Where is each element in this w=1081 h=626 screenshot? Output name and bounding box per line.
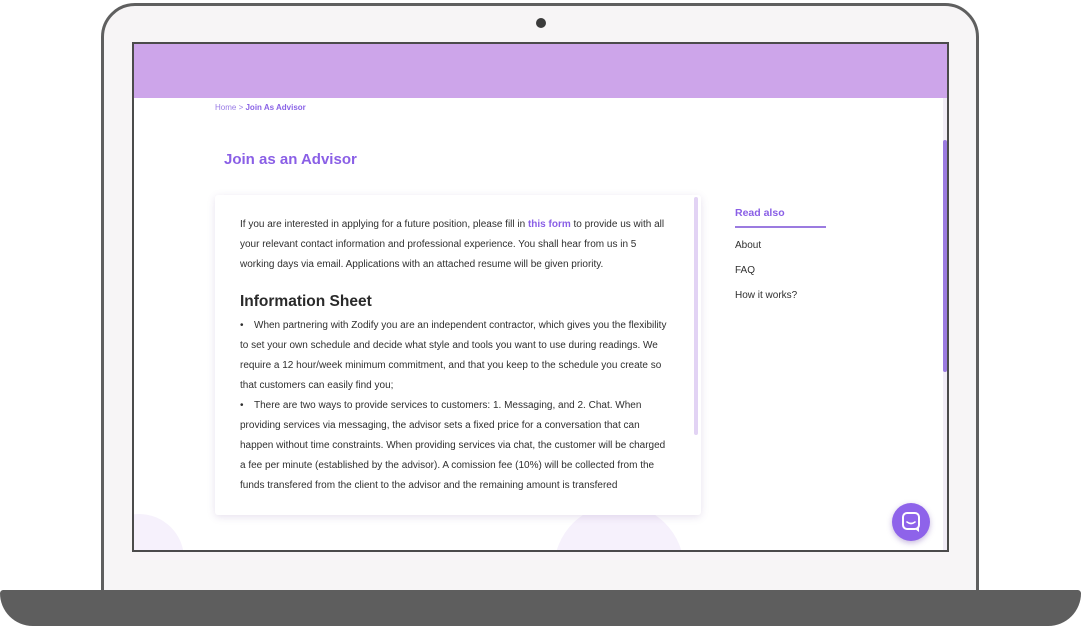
intro-text-end: to provide us with all your relevant contact information and professional experience. You shall hear from us in 5 working days via email. Applications with an attached resume will be given priority. xyxy=(240,219,665,270)
intro-text-start: If you are interested in applying for a future position, please fill in xyxy=(240,219,528,230)
page-title: Join as an Advisor xyxy=(224,151,357,168)
article-body xyxy=(240,215,672,496)
list-item xyxy=(240,396,672,496)
article-card[interactable] xyxy=(215,195,701,515)
laptop-base xyxy=(0,590,1081,626)
chat-launcher-button[interactable] xyxy=(892,503,930,541)
article-scrollbar[interactable] xyxy=(694,197,698,435)
list-item xyxy=(240,316,672,396)
bullet-icon: • xyxy=(240,400,244,411)
breadcrumb-home-link[interactable]: Home xyxy=(215,103,237,112)
laptop-camera xyxy=(536,18,546,28)
read-also-sidebar xyxy=(735,207,885,303)
section-heading: Information Sheet xyxy=(240,293,372,310)
laptop-screen xyxy=(132,42,949,552)
header-banner xyxy=(134,44,947,98)
breadcrumb-current: Join As Advisor xyxy=(245,103,306,112)
read-also-link-faq[interactable]: FAQ xyxy=(735,265,756,276)
breadcrumb xyxy=(215,103,306,112)
page-scrollbar-thumb[interactable] xyxy=(943,140,947,372)
read-also-link-how-it-works[interactable]: How it works? xyxy=(735,290,798,301)
list-item-text: When partnering with Zodify you are an independent contractor, which gives you the flexibility to set your own schedule and decide what style and tools you want to use during readings. We require a 12 hour/week minimum commitment, and that you keep to the schedule you create so that customers can easily find you; xyxy=(240,320,667,391)
chat-bubble-icon xyxy=(892,503,930,541)
read-also-title: Read also xyxy=(735,207,826,228)
intro-paragraph xyxy=(240,215,672,275)
list-item-text: There are two ways to provide services to customers: 1. Messaging, and 2. Chat. When providing services via messaging, the advisor sets a fixed price for a conversation that can happen without time constraints. When providing services via chat, the customer will be charged a fee per minute (established by the advisor). A comission fee (10%) will be collected from the funds transfered from the client to the advisor and the remaining amount is transfered xyxy=(240,400,666,491)
breadcrumb-separator: > xyxy=(238,103,244,112)
decorative-circle xyxy=(132,514,184,552)
read-also-link-about[interactable]: About xyxy=(735,240,762,251)
bullet-icon: • xyxy=(240,320,244,331)
this-form-link[interactable]: this form xyxy=(527,219,571,230)
